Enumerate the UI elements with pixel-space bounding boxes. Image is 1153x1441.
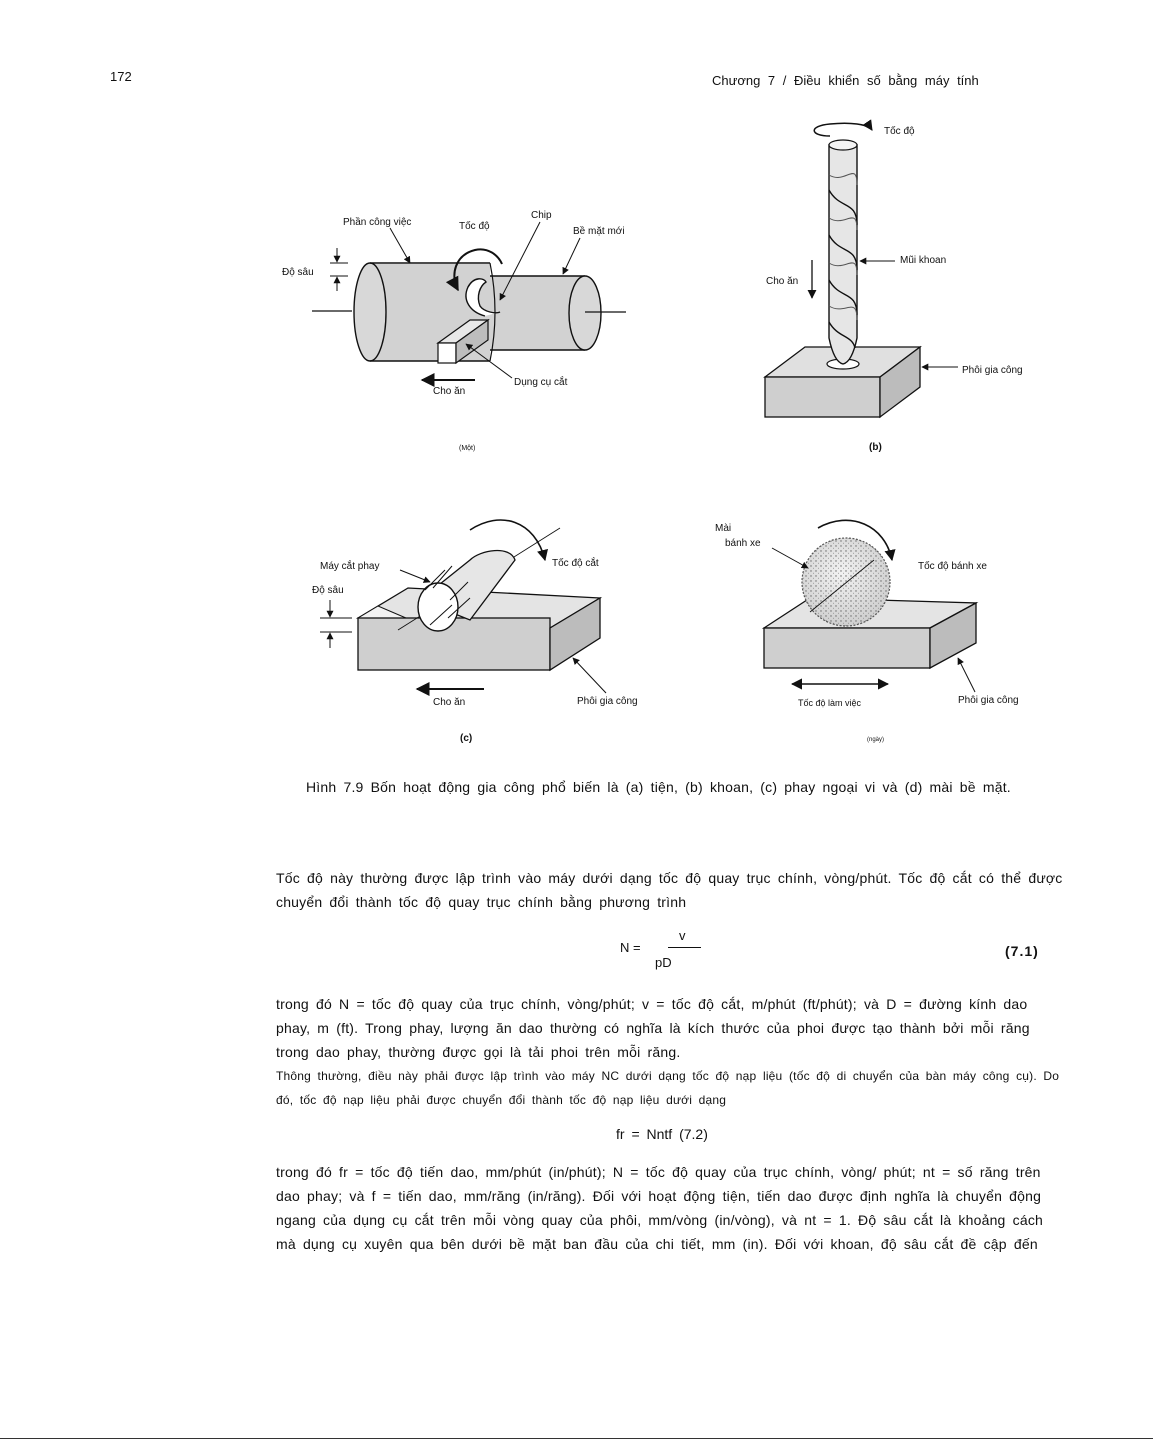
figure-d-grinding bbox=[715, 520, 1019, 743]
label-a-speed: Tốc độ bbox=[459, 221, 490, 232]
label-a-workpart: Phần công việc bbox=[343, 217, 412, 228]
label-c-workpart: Phôi gia công bbox=[577, 696, 638, 707]
eq1-numerator: v bbox=[679, 928, 686, 943]
eq1-number: (7.1) bbox=[1005, 943, 1039, 959]
page-number: 172 bbox=[110, 69, 132, 84]
label-a-sub: (Một) bbox=[459, 445, 476, 452]
page-bottom-rule bbox=[0, 1438, 1153, 1439]
figure-b-drilling bbox=[765, 123, 1023, 453]
label-a-feed: Cho ăn bbox=[433, 386, 466, 397]
label-d-sub: (ngày) bbox=[867, 737, 885, 743]
label-a-chip: Chip bbox=[531, 210, 552, 221]
label-c-sub: (c) bbox=[460, 733, 473, 744]
label-d-work-speed: Tốc độ làm việc bbox=[798, 698, 862, 708]
figure-c-milling bbox=[312, 520, 638, 744]
label-b-feed: Cho ăn bbox=[766, 276, 799, 287]
label-d-wheel-speed: Tốc độ bánh xe bbox=[918, 561, 987, 572]
paragraph-1: Tốc độ này thường được lập trình vào máy dưới dạng tốc độ quay trục chính, vòng/phút. Tốc độ cắt có thể được chuyển đổi thành tốc độ quay trục chính bằng phương trình bbox=[276, 870, 1063, 910]
paragraph-2-cont: Thông thường, điều này phải được lập trình vào máy NC dưới dạng tốc độ nạp liệu (tốc độ di chuyển của bàn máy công cụ). Do đó, tốc độ nạp liệu phải được chuyển đổi thành tốc độ nạp liệu dưới dạng bbox=[276, 1069, 1060, 1107]
eq1-fraction-bar bbox=[668, 947, 701, 948]
label-d-grind-1: Mài bbox=[715, 523, 732, 534]
figure-a-turning bbox=[282, 210, 626, 452]
label-a-new-surface: Bề mặt mới bbox=[573, 226, 625, 237]
label-c-depth: Độ sâu bbox=[312, 585, 344, 596]
label-d-grind-2: bánh xe bbox=[725, 538, 761, 549]
label-a-tool: Dụng cụ cắt bbox=[514, 377, 568, 388]
label-b-sub: (b) bbox=[869, 442, 882, 453]
eq1-lhs: N = bbox=[620, 940, 641, 955]
label-c-feed: Cho ăn bbox=[433, 697, 466, 708]
label-d-workpart: Phôi gia công bbox=[958, 695, 1019, 706]
paragraph-3: trong đó fr = tốc độ tiến dao, mm/phút (in/phút); N = tốc độ quay của trục chính, vòng/ phút; nt = số răng trên dao phay; và f = tiến dao, mm/răng (in/răng). Đối với hoạt động tiện, tiến dao được định nghĩa là chuyển động ngang của dụng cụ cắt trên mỗi vòng quay của phôi, mm/vòng (in/vòng), và nt = 1. Độ sâu cắt là khoảng cách mà dụng cụ xuyên qua bên dưới bề mặt ban đầu của chi tiết, mm (in). Đối với khoan, độ sâu cắt đề cập đến bbox=[276, 1164, 1043, 1252]
label-b-speed: Tốc độ bbox=[884, 126, 915, 137]
label-c-cutter: Máy cắt phay bbox=[320, 561, 380, 572]
eq1-denominator: pD bbox=[655, 955, 672, 970]
figure-caption: Hình 7.9 Bốn hoạt động gia công phổ biến là (a) tiện, (b) khoan, (c) phay ngoại vi và (d) mài bề mặt. bbox=[306, 779, 1011, 795]
running-head: Chương 7 / Điều khiển số bằng máy tính bbox=[712, 73, 979, 88]
label-c-cut-speed: Tốc độ cắt bbox=[552, 558, 599, 569]
label-b-workpart: Phôi gia công bbox=[962, 365, 1023, 376]
label-b-drill: Mũi khoan bbox=[900, 255, 947, 266]
equation-7-2: fr = Nntf (7.2) bbox=[616, 1126, 708, 1142]
label-a-depth: Độ sâu bbox=[282, 267, 314, 278]
paragraph-2: trong đó N = tốc độ quay của trục chính, vòng/phút; v = tốc độ cắt, m/phút (ft/phút); và D = đường kính dao phay, m (ft). Trong phay, lượng ăn dao thường có nghĩa là kích thước của phoi được tạo thành bởi mỗi răng trong dao phay, thường được gọi là tải phoi trên mỗi răng. bbox=[276, 996, 1030, 1060]
